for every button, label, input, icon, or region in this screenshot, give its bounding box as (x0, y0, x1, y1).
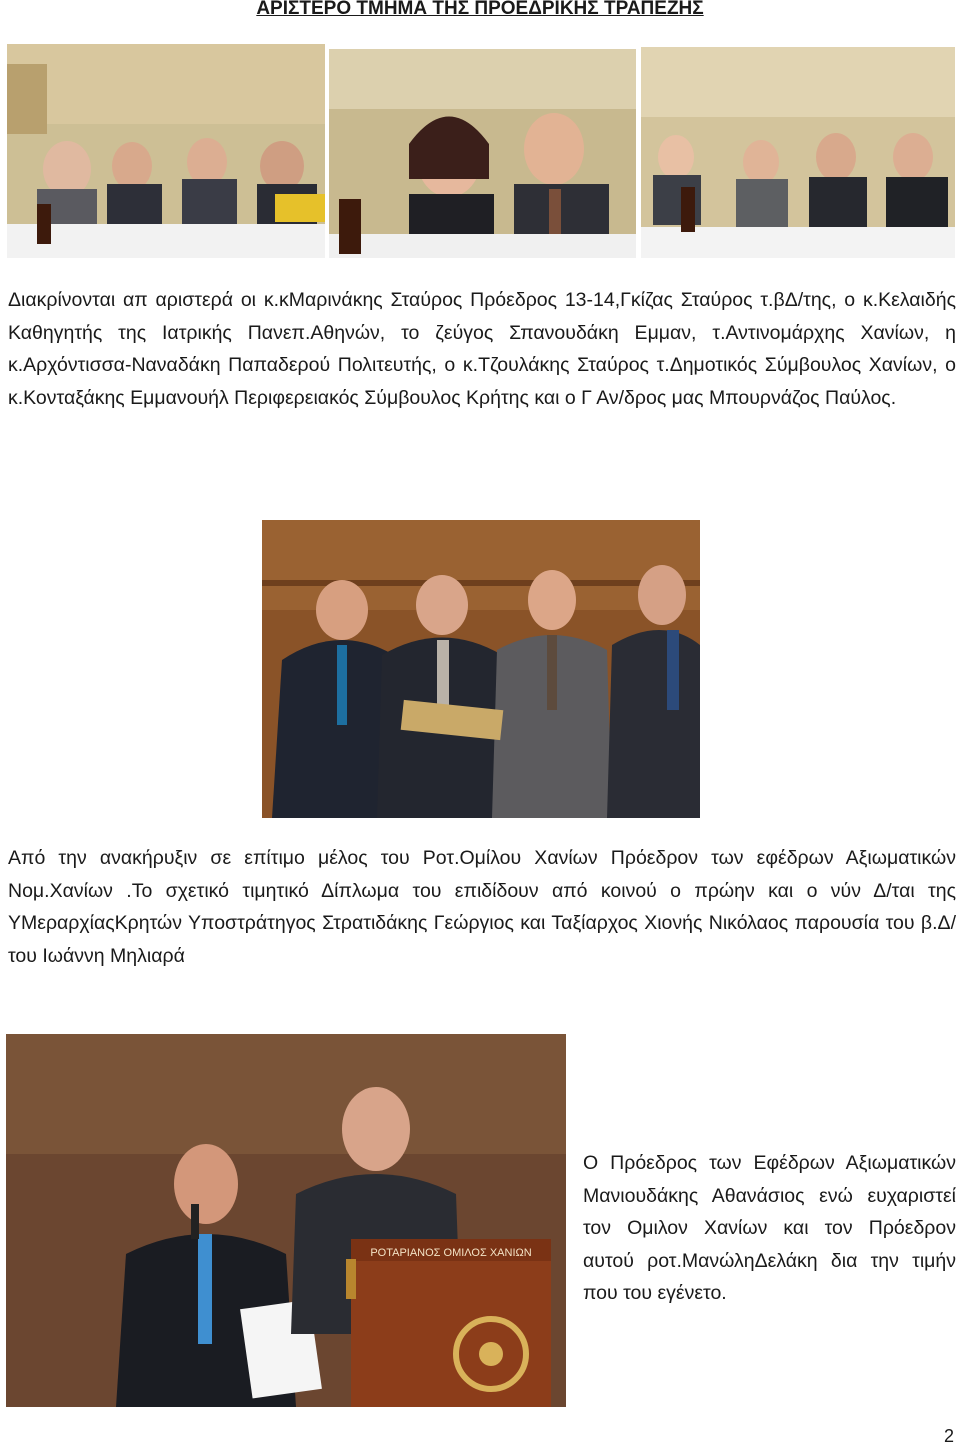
photo-podium-speakers (6, 1034, 566, 1407)
photo-award-presentation (262, 520, 700, 818)
page-number: 2 (943, 1426, 954, 1446)
caption-award: Από την ανακήρυξιν σε επίτιμο μέλος του Ροτ.Ομίλου Χανίων Πρόεδρον των εφέδρων Αξιωματικών Νομ.Χανίων .Το σχετικό τιμητικό Δίπλωμα του επιδίδουν από κοινού ο πρώην και ο νύν Δ/ται της ΥΜεραρχίαςΚρητών Υποστράτηγος Στρατιδάκης Γεώργιος και Ταξίαρχος Χιονής Νικόλαος παρουσία του β.Δ/του Ιωάννη Μηλιαρά (8, 847, 956, 967)
caption-speech: Ο Πρόεδρος των Εφέδρων Αξιωματικών Μανιουδάκης Αθανάσιος ενώ ευχαριστεί τον Ομιλον Χανίων και τον Πρόεδρον αυτού ροτ.ΜανώληΔελάκη δια την τιμήν που του εγένετο. (583, 1152, 956, 1304)
page-title: ΑΡΙΣΤΕΡΟ ΤΜΗΜΑ ΤΗΣ ΠΡΟΕΔΡΙΚΗΣ ΤΡΑΠΕΖΗΣ (256, 0, 704, 19)
photo-left-table (7, 44, 325, 258)
photo-right-table (641, 47, 955, 258)
photo-center-couple (329, 49, 636, 258)
podium-sign-text: ΡΟΤΑΡΙΑΝΟΣ ΟΜΙΛΟΣ ΧΑΝΙΩΝ (370, 1247, 532, 1259)
caption-dinner-guests: Διακρίνονται απ αριστερά οι κ.κΜαρινάκης Σταύρος Πρόεδρος 13-14,Γκίζας Σταύρος τ.βΔ/της, ο κ.Κελαιδής Καθηγητής της Ιατρικής Πανεπ.Αθηνών, το ζεύγος Σπανουδάκη Εμμαν, τ.Αντινομάρχης Χανίων, η κ.Αρχόντισσα-Ναναδάκη Παπαδερού Πολιτευτής, ο κ.Τζουλάκης Σταύρος τ.Δημοτικός Σύμβουλος Χανίων, ο κ.Κονταξάκης Εμμανουήλ Περιφερειακός Σύμβουλος Κρήτης και ο Γ Αν/δρος μας Μπουρνάζος Παύλος. (8, 289, 956, 409)
